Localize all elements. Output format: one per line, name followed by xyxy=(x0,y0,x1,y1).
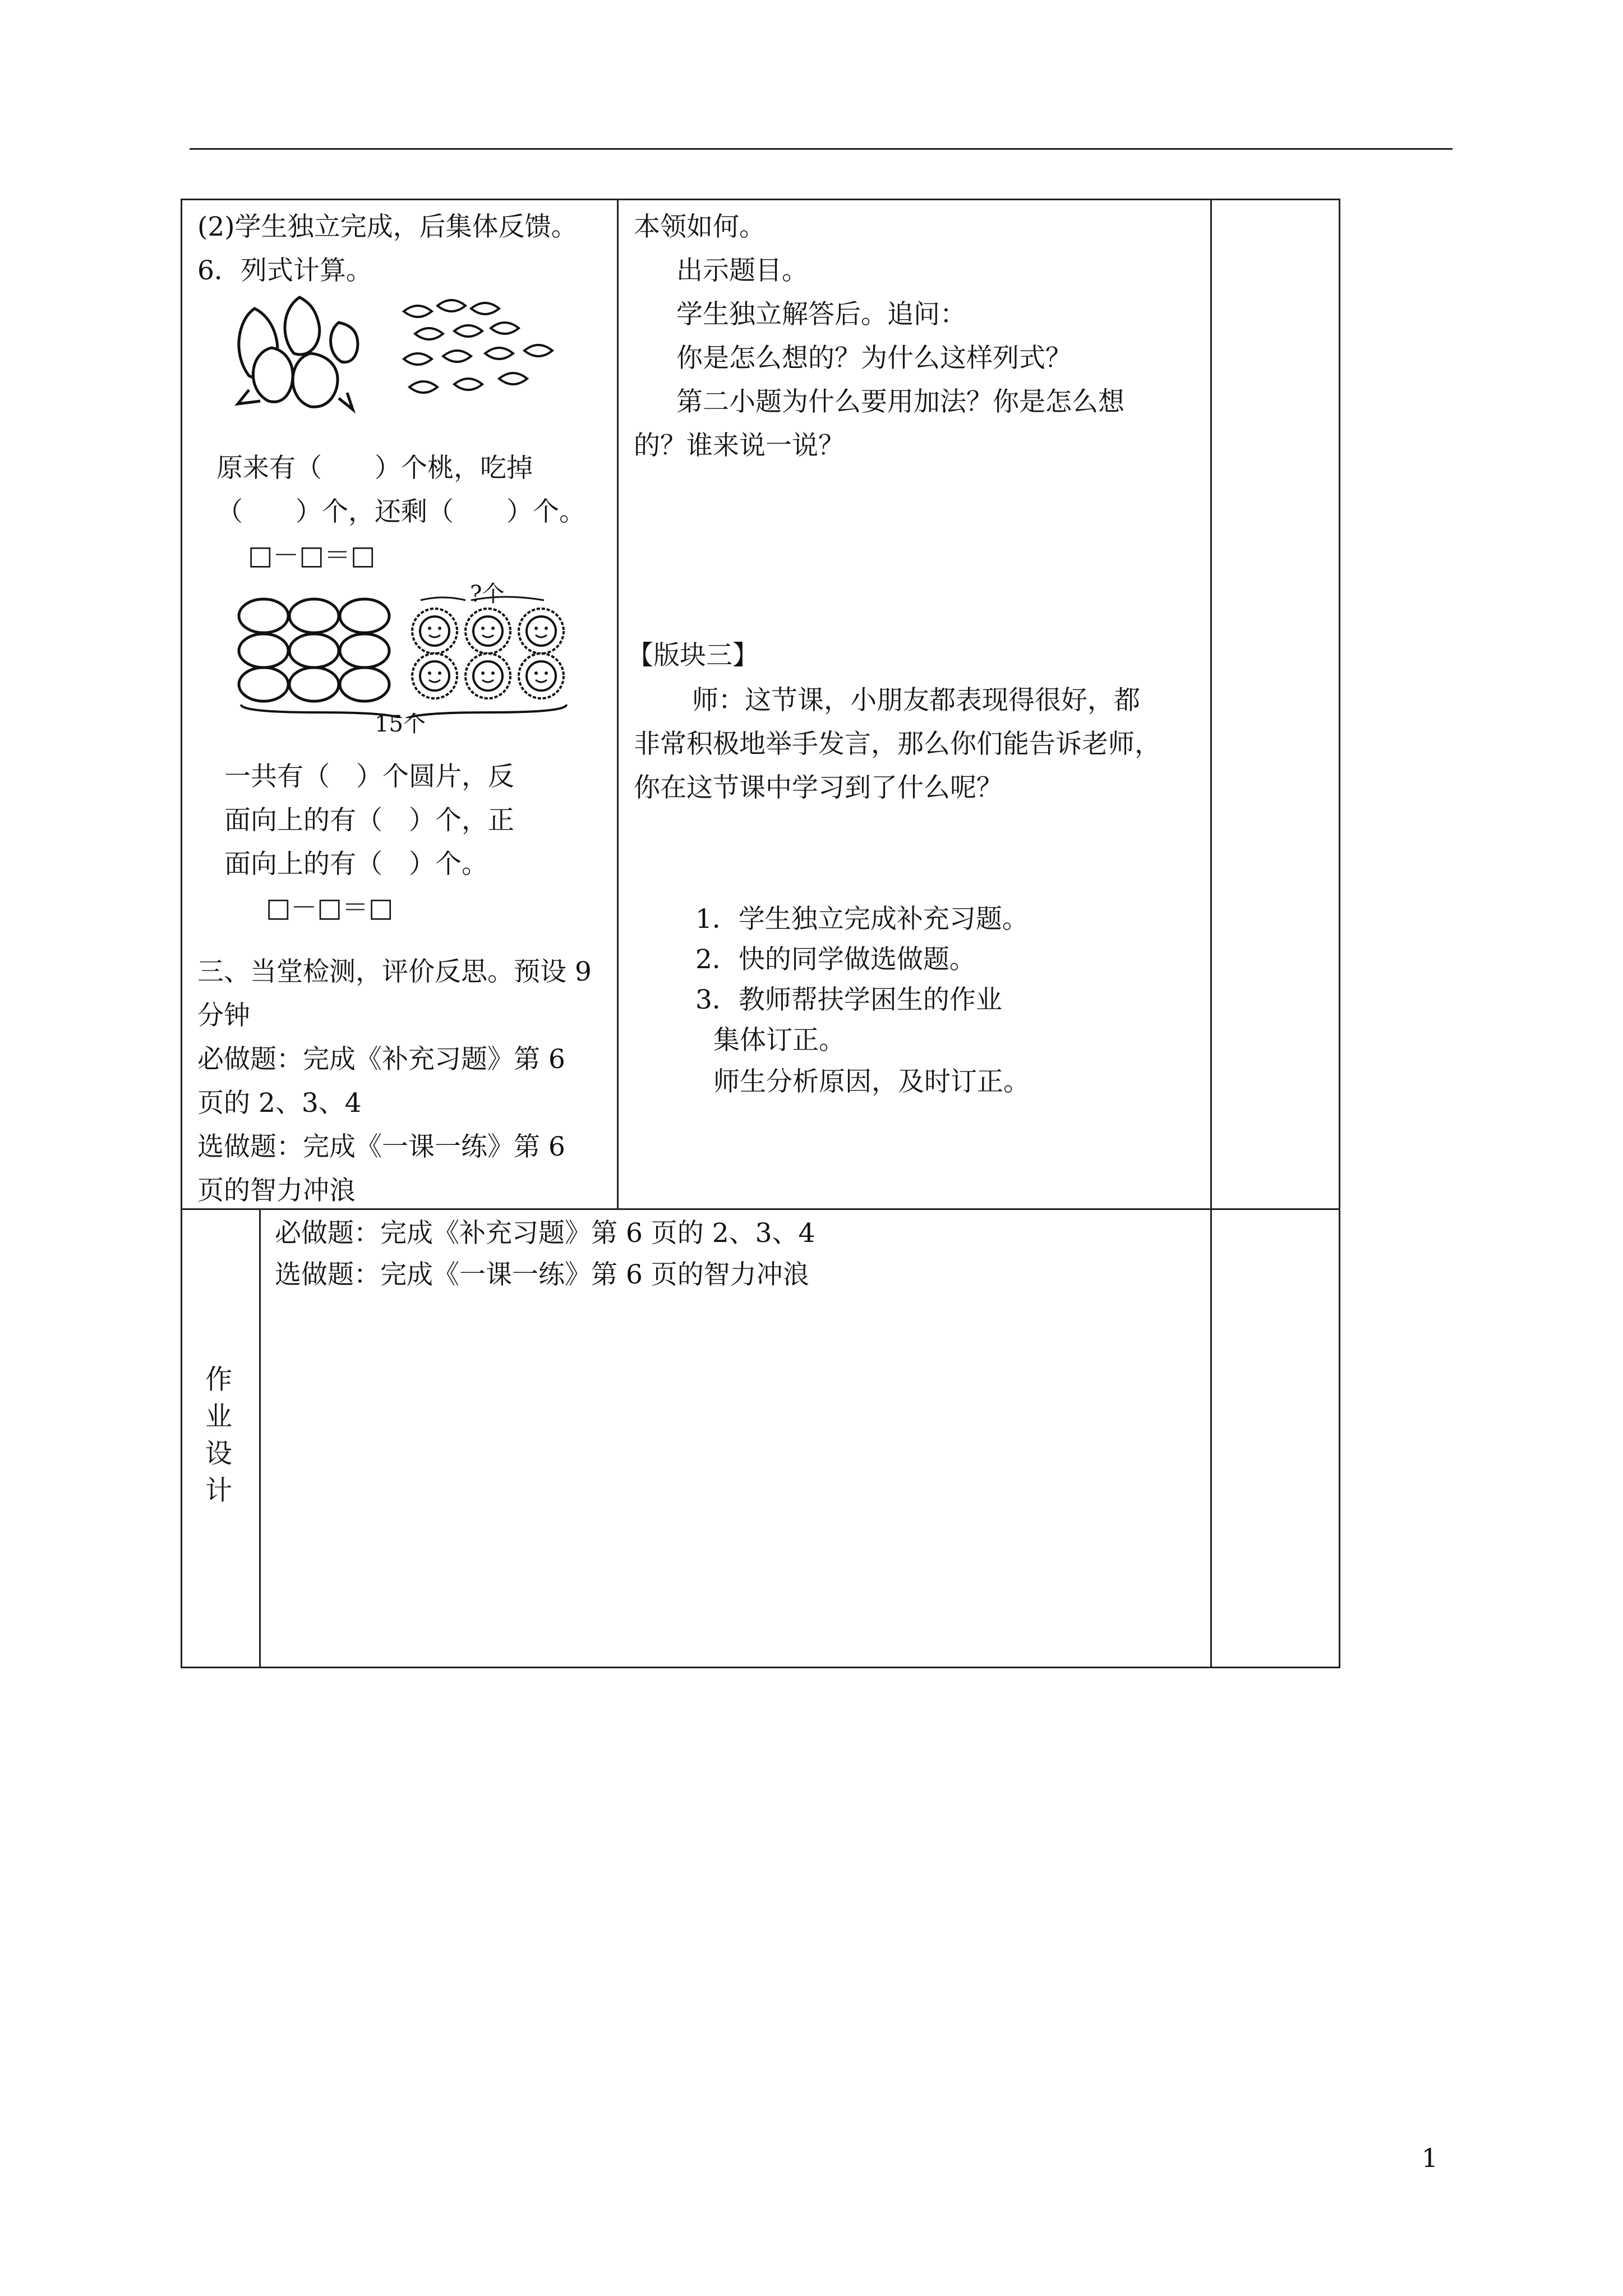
must-do-b: 页的 2、3、4 xyxy=(197,1088,362,1119)
teacher-line-2: 非常积极地举手发言，那么你们能告诉老师， xyxy=(634,729,1161,760)
peach-pits-illustration xyxy=(393,295,583,407)
mid-line-1: 本领如何。 xyxy=(634,211,766,242)
step-2-text: (2)学生独立完成，后集体反馈。 xyxy=(197,211,578,242)
peach-question-2: （ ）个，还剩（ ）个。 xyxy=(216,496,585,527)
coin-question-3: 面向上的有（ ）个。 xyxy=(224,849,488,880)
step-line-5: 师生分析原因，及时订正。 xyxy=(713,1066,1030,1097)
mid-line-2: 出示题目。 xyxy=(676,255,808,286)
must-do-a: 必做题：完成《补充习题》第 6 xyxy=(197,1044,565,1075)
homework-label-char-3: 设 xyxy=(205,1438,233,1469)
homework-label-char-1: 作 xyxy=(205,1364,233,1395)
header-rule xyxy=(190,148,1453,150)
homework-must: 必做题：完成《补充习题》第 6 页的 2、3、4 xyxy=(275,1218,815,1249)
peach-4 xyxy=(293,353,338,407)
page-number: 1 xyxy=(1421,2143,1438,2173)
section-3-heading-b: 分钟 xyxy=(197,1000,250,1031)
peach-3 xyxy=(253,348,293,402)
step-line-4: 集体订正。 xyxy=(713,1025,845,1056)
peach-question-1: 原来有（ ）个桃，吃掉 xyxy=(216,453,533,484)
teacher-line-1: 师：这节课，小朋友都表现得很好，都 xyxy=(692,685,1140,716)
peach-2 xyxy=(285,297,320,355)
mid-line-3: 学生独立解答后。追问： xyxy=(676,299,966,330)
peaches-illustration xyxy=(227,292,361,415)
coin-question-2: 面向上的有（ ）个，正 xyxy=(224,805,514,836)
unknown-count-label: ?个 xyxy=(470,581,505,607)
coins-illustration xyxy=(236,595,583,718)
equation-2: □－□＝□ xyxy=(266,892,394,923)
step-line-2: 2．快的同学做选做题。 xyxy=(695,944,976,975)
coin-question-1: 一共有（ ）个圆片，反 xyxy=(224,761,514,792)
total-count-label: 15个 xyxy=(375,711,426,737)
optional-b: 页的智力冲浪 xyxy=(197,1175,356,1206)
step-line-3: 3．教师帮扶学困生的作业 xyxy=(695,984,1002,1015)
section-3-heading-a: 三、当堂检测，评价反思。预设 9 xyxy=(197,956,592,987)
homework-label-char-2: 业 xyxy=(205,1401,233,1432)
mid-line-6: 的？谁来说一说？ xyxy=(634,430,845,461)
step-6-text: 6．列式计算。 xyxy=(197,255,372,286)
peach-5 xyxy=(331,323,358,362)
step-line-1: 1．学生独立完成补充习题。 xyxy=(695,904,1029,935)
col-divider-1 xyxy=(617,199,619,1208)
homework-label-char-4: 计 xyxy=(205,1475,233,1506)
col-divider-2 xyxy=(1210,199,1212,1668)
teacher-line-3: 你在这节课中学习到了什么呢？ xyxy=(634,772,1003,803)
block-3-heading: 【版块三】 xyxy=(627,640,759,671)
mid-line-5: 第二小题为什么要用加法？你是怎么想 xyxy=(676,386,1124,417)
homework-optional: 选做题：完成《一课一练》第 6 页的智力冲浪 xyxy=(275,1259,809,1290)
mid-line-4: 你是怎么想的？为什么这样列式？ xyxy=(676,343,1072,374)
label-col-divider xyxy=(259,1208,261,1668)
equation-1: □－□＝□ xyxy=(248,540,376,571)
optional-a: 选做题：完成《一课一练》第 6 xyxy=(197,1131,565,1162)
